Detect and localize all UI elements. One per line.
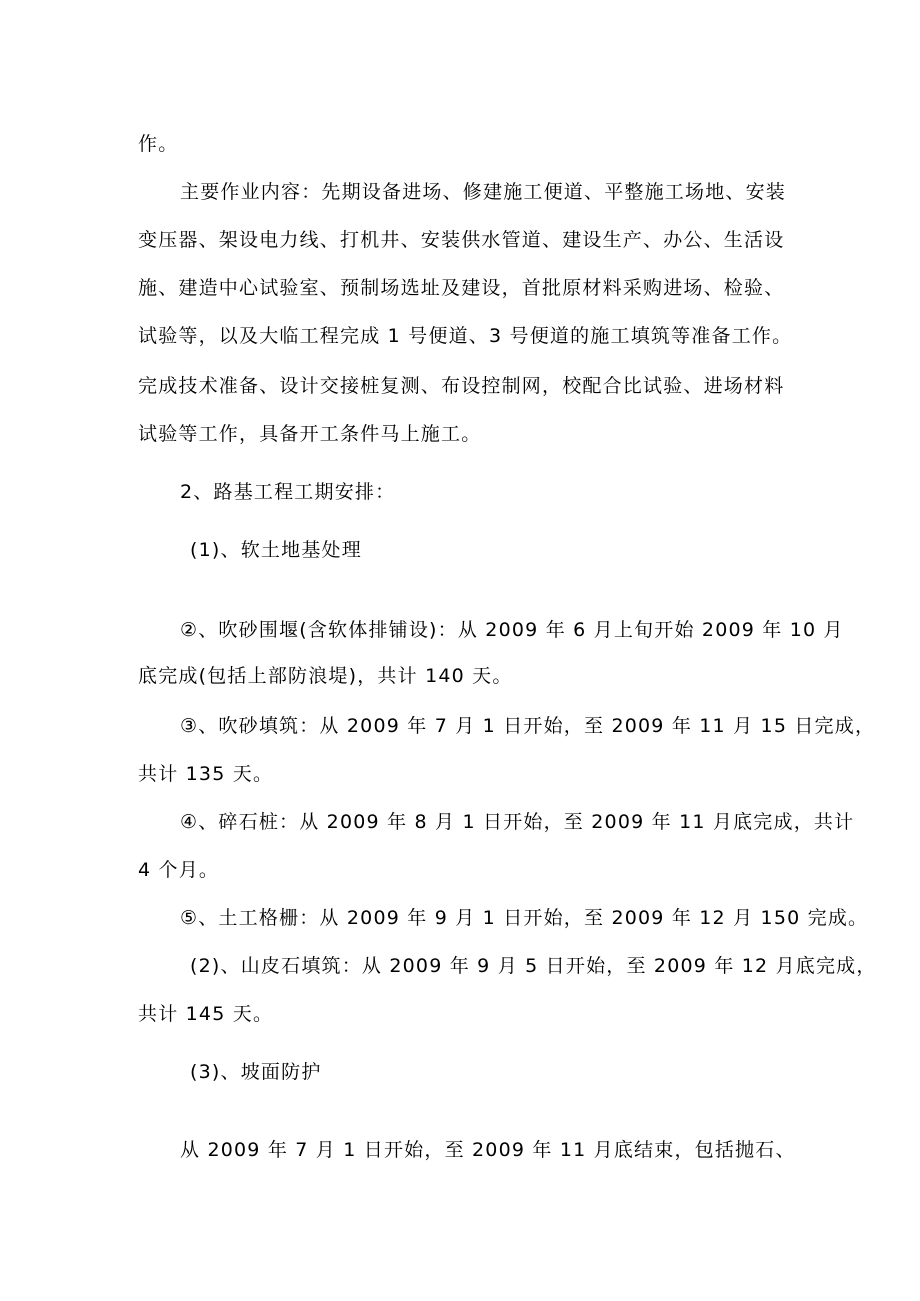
subsection-heading: (1)、软土地基处理 (190, 539, 362, 561)
section-heading: 2、路基工程工期安排： (180, 481, 396, 503)
list-item: ④、碎石桩：从 2009 年 8 月 1 日开始，至 2009 年 11 月底完成，共计 (180, 811, 855, 833)
text-line: 变压器、架设电力线、打机井、安装供水管道、建设生产、办公、生活设 (138, 229, 785, 251)
list-item: ③、吹砂填筑：从 2009 年 7 月 1 日开始，至 2009 年 11 月 15 日完成， (180, 715, 876, 737)
text-line: 共计 145 天。 (138, 1003, 274, 1025)
text-line: 完成技术准备、设计交接桩复测、布设控制网，校配合比试验、进场材料 (138, 375, 785, 397)
list-item: ⑤、土工格栅：从 2009 年 9 月 1 日开始，至 2009 年 12 月 150 完成。 (180, 907, 869, 929)
text-line: 底完成(包括上部防浪堤)，共计 140 天。 (138, 665, 513, 687)
subsection-heading: (3)、坡面防护 (190, 1061, 322, 1083)
subsection-heading: (2)、山皮石填筑：从 2009 年 9 月 5 日开始，至 2009 年 12 月底完成， (190, 955, 877, 977)
text-line: 试验等，以及大临工程完成 1 号便道、3 号便道的施工填筑等准备工作。 (138, 325, 793, 347)
list-item: ②、吹砂围堰(含软体排铺设)：从 2009 年 6 月上旬开始 2009 年 10 月 (180, 619, 844, 641)
text-line: 从 2009 年 7 月 1 日开始，至 2009 年 11 月底结束，包括抛石、 (180, 1139, 796, 1161)
text-line: 作。 (138, 133, 179, 155)
text-line: 共计 135 天。 (138, 763, 274, 785)
paragraph-main-work: 主要作业内容：先期设备进场、修建施工便道、平整施工场地、安装 (180, 181, 787, 203)
text-line: 施、建造中心试验室、预制场选址及建设，首批原材料采购进场、检验、 (138, 277, 785, 299)
text-line: 试验等工作，具备开工条件马上施工。 (138, 423, 482, 445)
text-line: 4 个月。 (138, 859, 220, 881)
